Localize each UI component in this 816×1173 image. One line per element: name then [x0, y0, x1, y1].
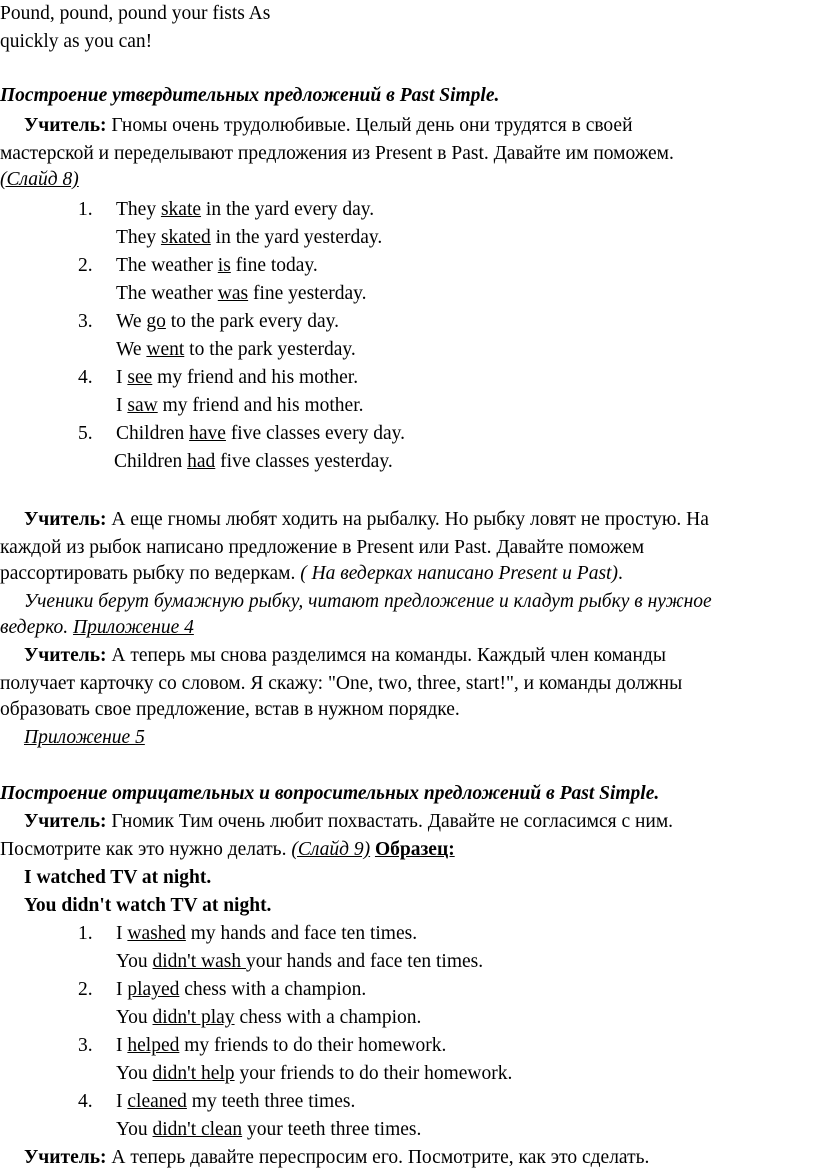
list-number: 1. — [78, 199, 93, 220]
list-item: I helped my friends to do their homework. — [116, 1035, 447, 1056]
teacher-label: Учитель: — [24, 811, 107, 832]
appendix-5-link[interactable]: Приложение 5 — [24, 727, 145, 748]
list-item: I see my friend and his mother. — [116, 367, 359, 388]
paragraph-line: рассортировать рыбку по ведеркам. ( На ведерках написано Present и Past). — [0, 563, 623, 584]
paragraph-line: Учитель: А теперь мы снова разделимся на команды. Каждый член команды — [24, 645, 666, 666]
teacher-label: Учитель: — [24, 645, 107, 666]
list-item: We went to the park yesterday. — [116, 339, 356, 360]
paragraph-line: Учитель: Гномы очень трудолюбивые. Целый день они трудятся в своей — [24, 115, 633, 136]
list-number: 1. — [78, 923, 93, 944]
list-item: You didn't clean your teeth three times. — [116, 1119, 422, 1140]
paragraph-line: получает карточку со словом. Я скажу: "One, two, three, start!", и команды должны — [0, 673, 683, 694]
list-item: I saw my friend and his mother. — [116, 395, 364, 416]
list-item: The weather is fine today. — [116, 255, 318, 276]
list-item: I washed my hands and face ten times. — [116, 923, 418, 944]
list-item: You didn't help your friends to do their homework. — [116, 1063, 513, 1084]
list-item: They skate in the yard every day. — [116, 199, 375, 220]
list-item: I cleaned my teeth three times. — [116, 1091, 356, 1112]
list-item: Children have five classes every day. — [116, 423, 405, 444]
paragraph-line: мастерской и переделывают предложения из Present в Past. Давайте им поможем. — [0, 143, 674, 164]
slide-8-link[interactable]: (Слайд 8) — [0, 169, 79, 190]
paragraph-line: образовать свое предложение, встав в нужном порядке. — [0, 699, 460, 720]
list-item: We go to the park every day. — [116, 311, 339, 332]
section-heading-negative: Построение отрицательных и вопросительных предложений в Past Simple. — [0, 783, 660, 804]
list-item: Children had five classes yesterday. — [114, 451, 393, 472]
list-item: You didn't play chess with a champion. — [116, 1007, 422, 1028]
slide-9-link[interactable]: (Слайд 9) — [291, 839, 371, 860]
rhyme-line-1: Pound, pound, pound your fists As — [0, 3, 271, 24]
section-heading-affirmative: Построение утвердительных предложений в Past Simple. — [0, 85, 500, 106]
paragraph-line: каждой из рыбок написано предложение в Present или Past. Давайте поможем — [0, 537, 645, 558]
appendix-4-link[interactable]: Приложение 4 — [73, 617, 194, 638]
paragraph-line: Учитель: А теперь давайте переспросим его. Посмотрите, как это сделать. — [24, 1147, 650, 1168]
list-item: You didn't wash your hands and face ten times. — [116, 951, 484, 972]
paragraph-line: ведерко. Приложение 4 — [0, 617, 194, 638]
list-number: 3. — [78, 311, 93, 332]
list-item: The weather was fine yesterday. — [116, 283, 367, 304]
sample-sentence: I watched TV at night. — [24, 867, 212, 888]
paragraph-line: Учитель: Гномик Тим очень любит похвастать. Давайте не согласимся с ним. — [24, 811, 674, 832]
sample-label: Образец: — [374, 839, 455, 860]
teacher-label: Учитель: — [24, 1147, 107, 1168]
list-item: They skated in the yard yesterday. — [116, 227, 383, 248]
paragraph-line: Учитель: А еще гномы любят ходить на рыбалку. Но рыбку ловят не простую. На — [24, 509, 709, 530]
list-number: 2. — [78, 255, 93, 276]
list-number: 5. — [78, 423, 93, 444]
teacher-label: Учитель: — [24, 115, 107, 136]
list-number: 4. — [78, 1091, 93, 1112]
list-item: I played chess with a champion. — [116, 979, 367, 1000]
paragraph-line: Ученики берут бумажную рыбку, читают предложение и кладут рыбку в нужное — [24, 591, 712, 612]
list-number: 4. — [78, 367, 93, 388]
sample-sentence: You didn't watch TV at night. — [24, 895, 272, 916]
rhyme-line-2: quickly as you can! — [0, 31, 153, 52]
list-number: 3. — [78, 1035, 93, 1056]
paragraph-line: Посмотрите как это нужно делать. (Слайд 9) Образец: — [0, 839, 455, 860]
list-number: 2. — [78, 979, 93, 1000]
teacher-label: Учитель: — [24, 509, 107, 530]
